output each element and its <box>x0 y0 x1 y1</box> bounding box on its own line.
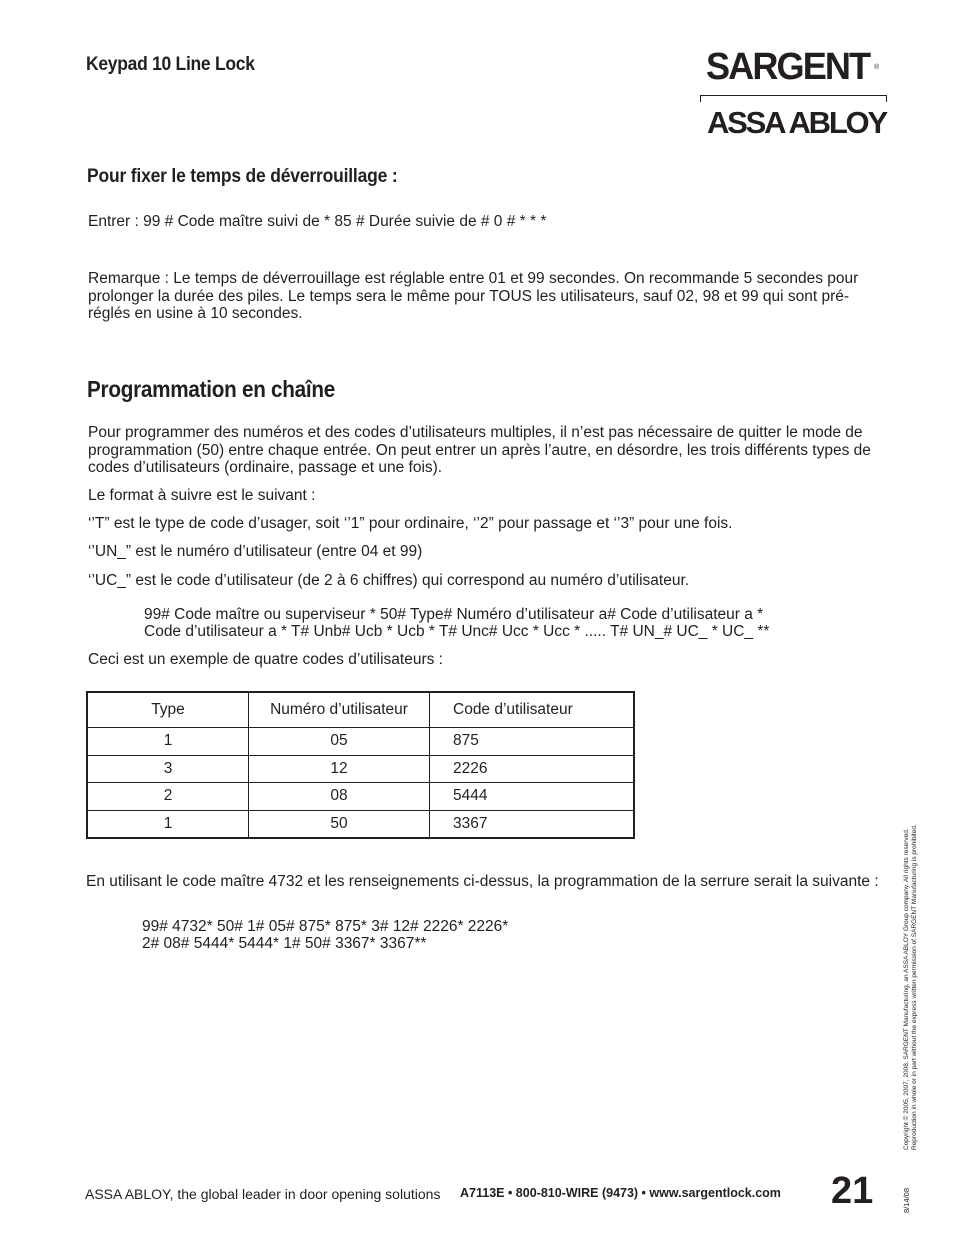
cell-user-code: 875 <box>430 728 635 756</box>
sargent-logo: SARGENT <box>706 46 870 88</box>
logo-divider <box>700 95 887 102</box>
cell-type: 2 <box>87 783 249 811</box>
cell-user-number: 12 <box>249 755 430 783</box>
format-code-line-1: 99# Code maître ou superviseur * 50# Type# Numéro d’utilisateur a# Code d’utilisateur a * <box>144 606 764 623</box>
registered-mark: ® <box>874 64 880 71</box>
user-number-definition: ‘’UN_” est le numéro d’utilisateur (entre 04 et 99) <box>88 543 423 560</box>
section-heading-unlock-time: Pour fixer le temps de déverrouillage : <box>87 166 398 187</box>
print-date: 8/14/08 <box>902 1187 911 1213</box>
table-header-row <box>87 692 634 728</box>
column-header-type: Type <box>87 692 249 728</box>
cell-user-number: 50 <box>249 810 430 838</box>
table-row <box>87 783 634 811</box>
column-header-user-code: Code d’utilisateur <box>430 692 635 728</box>
format-code-line-2: Code d’utilisateur a * T# Unb# Ucb * Ucb * T# Unc# Ucc * Ucc * ..... T# UN_# UC_ * UC_ ** <box>144 623 770 640</box>
column-header-user-number: Numéro d’utilisateur <box>249 692 430 728</box>
section-heading-chain-programming: Programmation en chaîne <box>87 376 336 402</box>
table-row <box>87 755 634 783</box>
cell-user-number: 05 <box>249 728 430 756</box>
copyright-line-2: Reproduction in whole or in part without the express written permission of SARGENT Manufacturing is prohibited. <box>911 824 918 1150</box>
cell-user-code: 5444 <box>430 783 635 811</box>
result-code-line-1: 99# 4732* 50# 1# 05# 875* 875* 3# 12# 2226* 2226* <box>142 918 509 935</box>
cell-type: 1 <box>87 728 249 756</box>
document-title: Keypad 10 Line Lock <box>86 54 255 75</box>
cell-user-code: 2226 <box>430 755 635 783</box>
type-definition: ‘’T” est le type de code d’usager, soit ‘’1” pour ordinaire, ‘’2” pour passage et ‘’3” pour une fois. <box>88 515 733 532</box>
cell-user-code: 3367 <box>453 814 488 832</box>
using-master-code-paragraph: En utilisant le code maître 4732 et les renseignements ci-dessus, la programmation de la serrure serait la suivante : <box>86 873 879 890</box>
footer-tagline: ASSA ABLOY, the global leader in door opening solutions <box>85 1186 441 1202</box>
page-number: 21 <box>831 1170 874 1212</box>
intro-paragraph: Pour programmer des numéros et des codes d’utilisateurs multiples, il n’est pas nécessaire de quitter le mode de programmation (50) entre chaque entrée. On peut entrer un après l’autre, en désordre, les trois différents types de codes d’utilisateurs (ordinaire, passage et une fois). <box>88 424 871 476</box>
cell-type: 1 <box>87 810 249 838</box>
cell-type: 3 <box>87 755 249 783</box>
table-row <box>87 728 634 756</box>
example-user-codes-table <box>86 691 635 839</box>
copyright-line-1: Copyright © 2005, 2007, 2008, SARGENT Manufacturing, an ASSA ABLOY Group company. All rights reserved. <box>903 828 910 1150</box>
assa-abloy-logo: ASSA ABLOY <box>707 105 886 140</box>
cell-user-number: 08 <box>249 783 430 811</box>
footer-contact: A7113E • 800-810-WIRE (9473) • www.sargentlock.com <box>460 1186 781 1200</box>
table-row <box>87 810 634 838</box>
example-intro: Ceci est un exemple de quatre codes d’utilisateurs : <box>88 651 443 668</box>
enter-instruction: Entrer : 99 # Code maître suivi de * 85 # Durée suivie de # 0 # * * * <box>88 213 547 230</box>
remark-paragraph: Remarque : Le temps de déverrouillage est réglable entre 01 et 99 secondes. On recommande 5 secondes pour prolonger la durée des piles. Le temps sera le même pour TOUS les utilisateurs, sauf 02, 98 et 99 qui sont pré-réglés en usine à 10 secondes. <box>88 270 859 322</box>
user-code-definition: ‘’UC_” est le code d’utilisateur (de 2 à 6 chiffres) qui correspond au numéro d’utilisateur. <box>88 572 690 589</box>
result-code-line-2: 2# 08# 5444* 5444* 1# 50# 3367* 3367** <box>142 935 427 952</box>
format-line: Le format à suivre est le suivant : <box>88 487 316 504</box>
